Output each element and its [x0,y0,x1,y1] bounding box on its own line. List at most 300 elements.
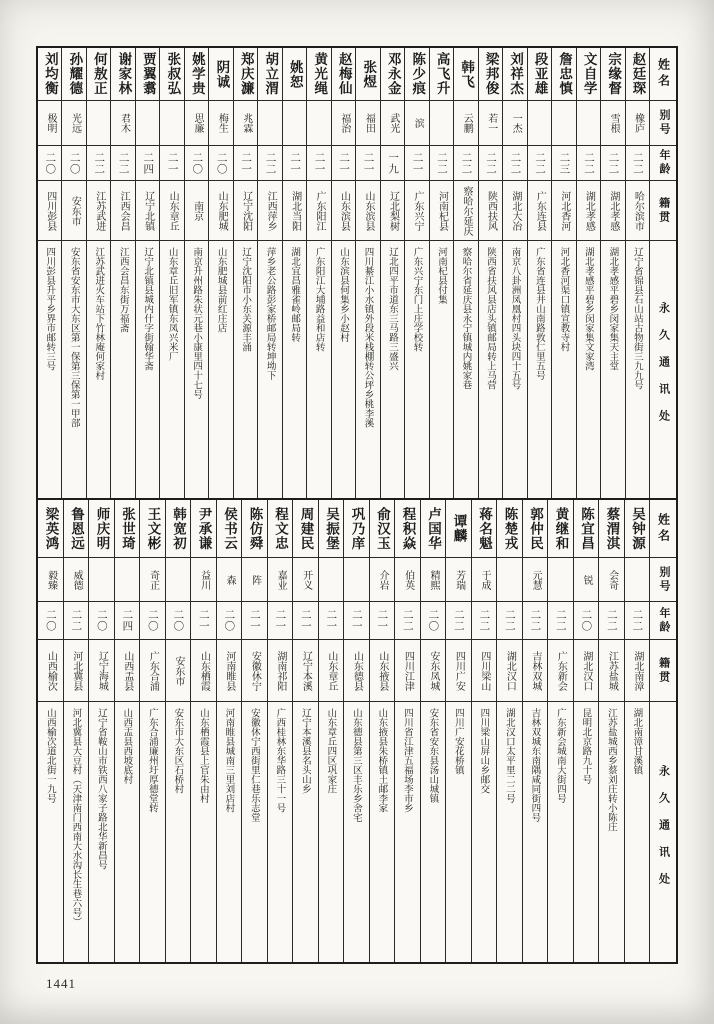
person-age: 二二 [529,609,542,632]
header-age-label: 年龄 [657,149,670,177]
person-address-cell [395,702,420,962]
person-age: 二一 [411,151,424,175]
person-alias-cell [283,101,306,146]
person-age-cell [356,146,379,181]
person-alias: 介岩 [377,569,389,590]
header-alias [650,101,676,146]
person-native-cell [574,640,599,702]
person-age: 二二 [478,609,491,632]
person-age-cell [577,146,600,181]
person-address-cell [430,241,453,498]
person-age-cell [625,602,650,640]
person-alias-cell [577,101,600,146]
person-address-cell [38,241,61,498]
person-age-cell [64,602,89,640]
person-name-cell [599,500,624,558]
person-native: 山东掖县 [376,650,388,691]
person-alias: 奇正 [147,569,159,590]
person-age-cell [574,602,599,640]
person-address: 山西盂县西坡底村 [121,708,133,784]
person-native-cell [234,181,257,241]
person-column [331,48,355,498]
person-address-cell [574,702,599,962]
person-age-cell [332,146,355,181]
person-native-cell [115,640,140,702]
person-column [241,500,267,962]
person-alias: 森 [224,574,236,585]
person-alias-cell [497,558,522,602]
person-alias-cell [185,101,208,146]
person-name-cell [191,500,216,558]
person-name: 赵廷琛 [630,52,646,96]
person-address-cell [234,241,257,498]
person-name: 周建民 [298,506,314,551]
person-alias-cell [454,101,477,146]
person-native-cell [370,640,395,702]
person-age: 二一 [274,609,287,632]
person-age: 二一 [289,151,302,175]
person-age: 二二 [460,151,473,175]
person-address: 四川彭县升平乡界市邮转三号 [44,247,56,371]
person-alias: 精熙 [428,569,440,590]
person-column [110,48,134,498]
person-column [292,500,318,962]
person-native: 辽宁沈阳 [240,190,252,231]
person-age: 二一 [197,609,210,632]
person-native-cell [242,640,267,702]
person-name: 赵梅仙 [336,52,352,96]
person-name: 刘均衡 [42,52,58,96]
person-column [233,48,257,498]
person-name-cell [405,48,428,101]
person-address: 南京八卦洲凤凰村四头块四十五号 [509,247,521,390]
person-alias-cell [381,101,404,146]
person-name-cell [293,500,318,558]
person-address-cell [217,702,242,962]
person-name-cell [344,500,369,558]
person-name: 梁英鸿 [43,506,59,551]
person-name: 程文忠 [273,506,289,551]
person-name: 蔡渭淇 [604,506,620,551]
person-native: 山东德县 [351,650,363,691]
person-name: 吴振堡 [324,506,340,551]
person-native: 江苏盐城 [606,650,618,691]
person-column [600,48,624,498]
person-alias: 锐 [581,574,593,585]
person-age-cell [552,146,575,181]
person-age: 二一 [299,609,312,632]
person-alias: 梅生 [216,113,228,133]
person-address: 察哈尔省延庆县永宁镇城内姚家巷 [460,247,472,390]
person-age-cell [283,146,306,181]
person-address: 四川梁山屏山乡邮交 [478,708,490,794]
person-alias-cell [293,558,318,602]
person-address-cell [599,702,624,962]
person-name-cell [332,48,355,101]
header-native-label: 籍贯 [657,196,670,225]
person-address: 江苏盐城西乡蔡刘庄转小陈庄 [605,708,617,832]
person-address-cell [140,702,165,962]
person-age: 二四 [142,151,155,175]
person-age: 二〇 [191,151,204,175]
person-name-cell [574,500,599,558]
person-name: 黄继和 [553,506,569,551]
person-native: 安东凤城 [427,650,439,691]
person-native-cell [62,181,85,241]
person-name-cell [136,48,159,101]
person-column [547,500,573,962]
person-alias-cell [62,101,85,146]
person-alias: 于成 [479,569,491,590]
person-age-cell [242,602,267,640]
person-name: 郑庆濂 [238,52,254,96]
person-native-cell [64,640,89,702]
person-alias-cell [217,558,242,602]
person-native-cell [140,640,165,702]
person-age: 二二 [582,151,595,175]
person-alias-cell [601,101,624,146]
person-name-cell [446,500,471,558]
person-alias-cell [503,101,526,146]
person-alias-cell [548,558,573,602]
person-native-cell [38,181,61,241]
person-age-cell [479,146,502,181]
person-native: 四川江津 [402,650,414,691]
person-age: 二二 [93,151,106,175]
person-name: 谢家林 [116,52,132,96]
person-address-cell [356,241,379,498]
person-address: 江苏武进火车站下竹林庵何家村 [93,247,105,380]
person-native-cell [528,181,551,241]
person-alias-cell [64,558,89,602]
person-age-cell [89,602,114,640]
person-native: 南京 [191,200,203,221]
person-address: 山东栖霞县上官朱由村 [197,708,209,803]
person-column [624,500,650,962]
person-age-cell [191,602,216,640]
person-age: 二一 [350,609,363,632]
person-name-cell [38,500,63,558]
person-address: 江西会昌东街万福斋 [117,247,129,333]
header-native [650,640,676,702]
person-native: 山西榆次 [45,650,57,691]
person-address-cell [136,241,159,498]
person-address-cell [626,241,649,498]
person-column [502,48,526,498]
person-age: 二二 [533,151,546,175]
person-address-cell [497,702,522,962]
person-address-cell [111,241,134,498]
person-age-cell [472,602,497,640]
person-name: 梁邦俊 [483,52,499,96]
header-name-label: 姓名 [656,512,671,545]
person-alias: 极明 [45,113,57,133]
person-address: 河南杞县付集 [435,247,447,304]
person-alias: 福田 [363,113,375,133]
person-alias: 武光 [387,113,399,133]
person-name-cell [523,500,548,558]
person-alias-cell [472,558,497,602]
person-address: 辽宁北镇县城内什字街翰华斋 [142,247,154,371]
person-age: 二一 [240,151,253,175]
person-age: 二四 [121,609,134,632]
person-name: 胡立渭 [263,52,279,96]
person-age: 二二 [631,609,644,632]
registry-table-bottom [36,500,678,964]
person-address-cell [405,241,428,498]
person-column [318,500,344,962]
person-name-cell [356,48,379,101]
person-native: 辽宁海城 [96,650,108,691]
person-address: 四川广安花桥镇 [452,708,464,775]
person-column [429,48,453,498]
person-age: 二〇 [44,609,57,632]
person-column [496,500,522,962]
person-address-cell [601,241,624,498]
person-address-cell [454,241,477,498]
person-native: 四川梁山 [478,650,490,691]
person-native: 哈尔滨市 [632,190,644,231]
header-address [650,241,676,498]
person-native-cell [209,181,232,241]
person-native: 广东连县 [534,190,546,231]
person-age: 二二 [503,609,516,632]
person-address: 广东新会城南大街四号 [554,708,566,803]
person-address: 山西榆次道北街一九号 [44,708,56,803]
person-alias: 毅臻 [45,569,57,590]
page-number: 1441 [46,976,76,991]
person-name: 张叔弘 [165,52,181,96]
person-column [184,48,208,498]
person-native-cell [38,640,63,702]
person-alias-cell [574,558,599,602]
person-name: 邓永金 [385,52,401,96]
person-native: 湖北当阳 [289,190,301,231]
person-name: 巩乃庠 [349,506,365,551]
person-column [343,500,369,962]
person-name: 姚学贵 [189,52,205,96]
person-alias-cell [234,101,257,146]
person-column [38,48,61,498]
person-address: 四川綦江小水镇外段米栈棚转公坪乡桃李溪 [362,247,374,428]
person-column [522,500,548,962]
person-native-cell [548,640,573,702]
person-address-cell [523,702,548,962]
person-name: 鲁恩远 [69,506,85,551]
person-address-cell [446,702,471,962]
header-column [649,500,676,962]
person-native: 吉林双城 [529,650,541,691]
person-column [208,48,232,498]
person-alias: 阵 [249,574,261,585]
person-name: 高飞升 [434,52,450,96]
person-alias-cell [356,101,379,146]
person-native-cell [503,181,526,241]
person-alias-cell [87,101,110,146]
header-column [649,48,676,498]
header-name [650,500,676,558]
person-address-cell [87,241,110,498]
person-native: 辽宁北镇 [142,190,154,231]
person-address-cell [185,241,208,498]
person-age-cell [528,146,551,181]
person-alias-cell [446,558,471,602]
person-column [551,48,575,498]
person-native-cell [430,181,453,241]
person-alias-cell [38,558,63,602]
person-alias-cell [332,101,355,146]
header-alias-label: 别号 [657,565,670,594]
person-age-cell [599,602,624,640]
person-name: 黄光绳 [312,52,328,96]
person-native: 辽宁本溪 [300,650,312,691]
person-native: 广东合浦 [147,650,159,691]
person-address: 山东章丘旧军镇东凤兴米厂 [166,247,178,361]
person-age-cell [62,146,85,181]
person-name-cell [115,500,140,558]
header-name-label: 姓名 [656,58,671,90]
person-name-cell [577,48,600,101]
person-native-cell [601,181,624,241]
person-native-cell [344,640,369,702]
person-age-cell [370,602,395,640]
person-address-cell [89,702,114,962]
person-age: 二二 [70,609,83,632]
person-alias: 益川 [198,569,210,590]
person-address: 广东合浦廉州圩厚德堂转 [146,708,158,813]
person-alias-cell [89,558,114,602]
person-address: 湖北南漳甘溪镇 [631,708,643,775]
person-native-cell [381,181,404,241]
person-address: 南京升州路朱状元巷小康里四十七号 [191,247,203,399]
person-age: 二二 [485,151,498,175]
person-native: 山东章丘 [325,650,337,691]
person-address-cell [577,241,600,498]
person-name-cell [140,500,165,558]
person-age-cell [548,602,573,640]
header-address-label: 永久通讯处 [657,764,670,900]
person-address: 广东阳江大埔路益和店转 [313,247,325,352]
person-address: 河南睢县城南三里刘店村 [223,708,235,813]
person-column [471,500,497,962]
person-column [576,48,600,498]
person-name-cell [319,500,344,558]
person-address-cell [160,241,183,498]
person-native-cell [283,181,306,241]
person-age-cell [136,146,159,181]
person-alias-cell [421,558,446,602]
person-name: 刘祥杰 [508,52,524,96]
person-native-cell [626,181,649,241]
person-native-cell [552,181,575,241]
person-alias-cell [38,101,61,146]
person-native-cell [185,181,208,241]
header-alias [650,558,676,602]
person-address: 安东省安东市大东区第一保第三保第一甲部 [68,247,80,428]
person-age-cell [421,602,446,640]
person-native: 四川广安 [453,650,465,691]
person-name-cell [601,48,624,101]
person-name-cell [503,48,526,101]
header-age-label: 年龄 [657,606,670,635]
person-native-cell [454,181,477,241]
person-alias: 雪根 [608,113,620,133]
person-native: 河北冀县 [70,650,82,691]
person-alias: 橡庐 [632,113,644,133]
person-alias: 会奇 [606,569,618,590]
person-column [63,500,89,962]
person-address-cell [166,702,191,962]
person-name: 张世琦 [120,506,136,551]
header-native [650,181,676,241]
header-native-label: 籍贯 [657,656,670,685]
person-name-cell [548,500,573,558]
person-column [139,500,165,962]
person-column [88,500,114,962]
person-native-cell [268,640,293,702]
person-age-cell [111,146,134,181]
person-column [216,500,242,962]
person-native: 江西会昌 [118,190,130,231]
header-address [650,702,676,962]
person-age: 二〇 [215,151,228,175]
person-alias: 若一 [485,113,497,133]
person-native-cell [446,640,471,702]
person-age-cell [430,146,453,181]
person-age: 二二 [401,609,414,632]
person-age: 二〇 [223,609,236,632]
person-column [190,500,216,962]
person-column [86,48,110,498]
person-native: 广东阳江 [314,190,326,231]
person-column [420,500,446,962]
person-native: 江苏武进 [93,190,105,231]
person-age-cell [140,602,165,640]
person-name-cell [283,48,306,101]
person-address: 湖北孝感平碧乡闵家集天主堂 [607,247,619,371]
person-alias-cell [209,101,232,146]
person-age: 二〇 [95,609,108,632]
person-age: 二〇 [172,609,185,632]
person-column [380,48,404,498]
person-column [61,48,85,498]
person-native-cell [87,181,110,241]
person-name: 陈宜昌 [579,506,595,551]
person-alias-cell [370,558,395,602]
person-name-cell [166,500,191,558]
person-age-cell [185,146,208,181]
person-name-cell [87,48,110,101]
person-address-cell [283,241,306,498]
person-age-cell [258,146,281,181]
person-name: 吴钟源 [630,506,646,551]
person-age-cell [497,602,522,640]
person-alias-cell [552,101,575,146]
person-age-cell [166,602,191,640]
person-age-cell [601,146,624,181]
person-name: 王文彬 [145,506,161,551]
person-alias-cell [268,558,293,602]
person-age: 二一 [166,151,179,175]
person-age: 二一 [248,609,261,632]
person-native: 辽北梨树 [387,190,399,231]
person-name-cell [62,48,85,101]
person-column [306,48,330,498]
person-address: 辽宁本溪县名头山乡 [299,708,311,794]
person-alias-cell [136,101,159,146]
person-name: 郭仲民 [528,506,544,551]
person-address: 山东德县第三区丰乐乡舍宅 [350,708,362,822]
